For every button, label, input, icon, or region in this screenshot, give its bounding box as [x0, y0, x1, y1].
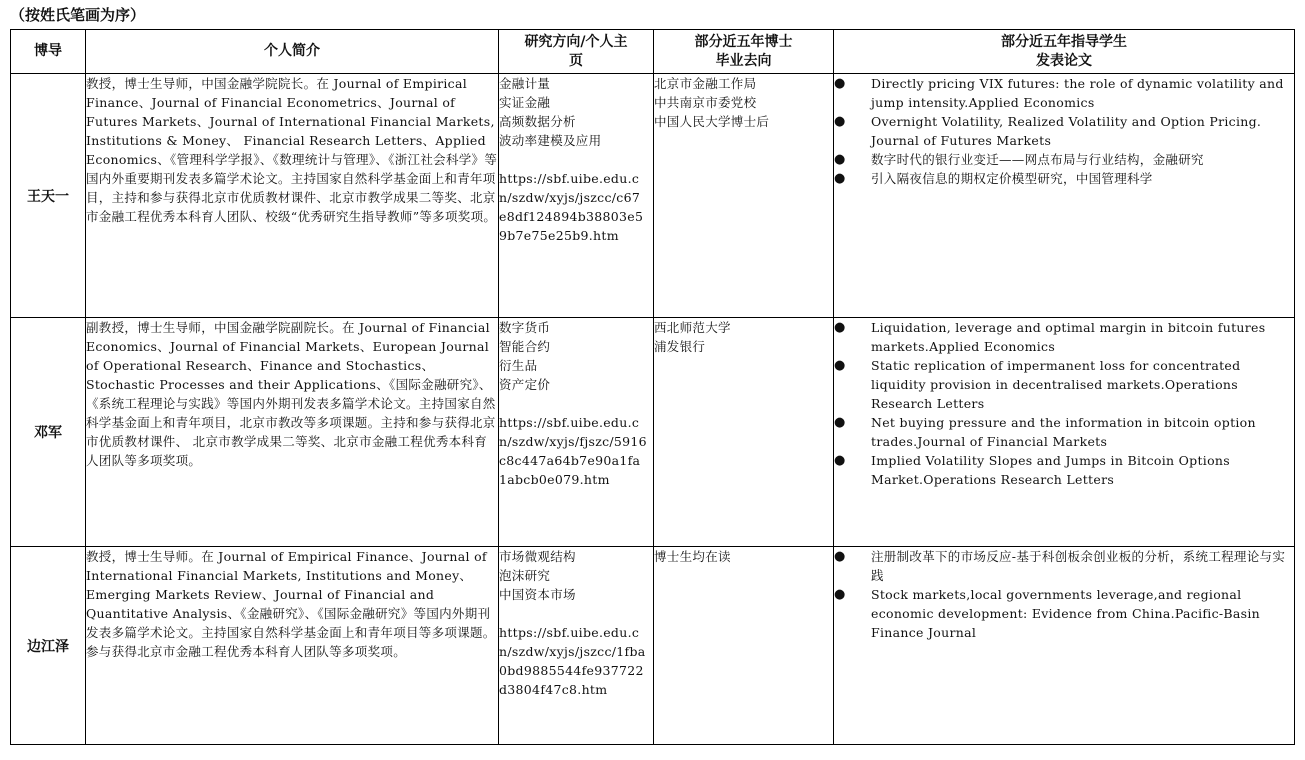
advisor-intro: 副教授，博士生导师，中国金融学院副院长。在 Journal of Financial Economics、Journal of Financial Markets、European Journal of Operational Research、Finance and Stochastics、 Stochastic Processes and their Applications、《国际金融研究》、《系统工程理论与实践》等国内外期刊发表多篇学术论文。主持国家自然科学基金面上和青年项目，北京市教改等多项课题。主持和参与获得北京市优质教材课件、 北京市教学成果二等奖、北京市金融工程优秀本科育人团队等多项奖项。: [86, 318, 499, 547]
bullet-icon: ●: [834, 358, 846, 373]
bullet-icon: ●: [834, 549, 846, 564]
papers-cell: [834, 74, 1295, 318]
bullet-icon: ●: [834, 76, 846, 91]
paper-item: [834, 74, 1294, 112]
direction-item: 高频数据分析: [499, 114, 576, 129]
bullet-icon: ●: [834, 114, 846, 129]
papers-cell: [834, 547, 1295, 745]
paper-text: 引入隔夜信息的期权定价模型研究，中国管理科学: [871, 171, 1153, 186]
destination-item: 西北师范大学: [654, 320, 731, 335]
homepage-link[interactable]: https://sbf.uibe.edu.cn/szdw/xyjs/jszcc/c67e8df124894b38803e59b7e75e25b9.htm: [499, 171, 644, 243]
bullet-icon: ●: [834, 152, 846, 167]
homepage-link[interactable]: https://sbf.uibe.edu.cn/szdw/xyjs/fjszc/5916c8c447a64b7e90a1fa1abcb0e079.htm: [499, 415, 647, 487]
advisor-intro: 教授，博士生导师。在 Journal of Empirical Finance、Journal of International Financial Markets, Institutions and Money、Emerging Markets Review、Journal of Financial and Quantitative Analysis、《金融研究》、《国际金融研究》等国内外期刊发表多篇学术论文。主持国家自然科学基金面上和青年项目等多项课题。参与获得北京市金融工程优秀本科育人团队等多项奖项。: [86, 547, 499, 745]
header-destination-line1: 部分近五年博士: [694, 33, 793, 50]
table-caption: （按姓氏笔画为序）: [10, 6, 146, 24]
table-row: [11, 74, 1295, 318]
paper-item: [834, 451, 1294, 489]
graduate-destination-cell: [654, 318, 834, 547]
destination-item: 中国人民大学博士后: [654, 114, 770, 129]
research-direction-cell: [499, 547, 654, 745]
paper-text: Directly pricing VIX futures: the role of dynamic volatility and jump intensity.Applied Economics: [871, 76, 1284, 110]
bullet-icon: ●: [834, 587, 846, 602]
paper-item: [834, 112, 1294, 150]
header-direction-line1: 研究方向/个人主: [524, 33, 628, 50]
paper-item: [834, 585, 1294, 642]
advisor-table: [10, 29, 1295, 745]
header-row: [11, 30, 1295, 74]
direction-item: 资产定价: [499, 377, 551, 392]
homepage-link[interactable]: https://sbf.uibe.edu.cn/szdw/xyjs/jszcc/1fba0bd9885544fe937722d3804f47c8.htm: [499, 625, 646, 697]
header-papers-line1: 部分近五年指导学生: [1001, 33, 1127, 50]
header-papers-line2: 发表论文: [1036, 52, 1092, 69]
paper-item: [834, 356, 1294, 413]
paper-text: Liquidation, leverage and optimal margin in bitcoin futures markets.Applied Economics: [871, 320, 1266, 354]
advisor-name: 王天一: [11, 74, 86, 318]
direction-item: 实证金融: [499, 95, 551, 110]
advisor-intro: 教授，博士生导师，中国金融学院院长。在 Journal of Empirical Finance、Journal of Financial Econometrics、Journal of Futures Markets、Journal of International Financial Markets, Institutions & Money、 Financial Research Letters、Applied Economics、《管理科学学报》、《数理统计与管理》、《浙江社会科学》等国内外重要期刊发表多篇学术论文。主持国家自然科学基金面上和青年项目，主持和参与获得北京市优质教材课件、北京市教学成果二等奖、北京市金融工程优秀本科育人团队、校级“优秀研究生指导教师”等多项奖项。: [86, 74, 499, 318]
destination-item: 浦发银行: [654, 339, 706, 354]
advisor-name: 边江泽: [11, 547, 86, 745]
advisor-name: 邓军: [11, 318, 86, 547]
header-direction: [499, 30, 654, 74]
header-papers: [834, 30, 1295, 74]
destination-item: 北京市金融工作局: [654, 76, 757, 91]
bullet-icon: ●: [834, 171, 846, 186]
table-row: [11, 547, 1295, 745]
paper-text: Static replication of impermanent loss for concentrated liquidity provision in decentralised markets.Operations Research Letters: [871, 358, 1241, 411]
research-direction-cell: [499, 74, 654, 318]
destination-item: 中共南京市委党校: [654, 95, 757, 110]
graduate-destination-cell: [654, 547, 834, 745]
paper-text: Net buying pressure and the information in bitcoin option trades.Journal of Financial Markets: [871, 415, 1256, 449]
paper-item: [834, 150, 1294, 169]
paper-text: 注册制改革下的市场反应-基于科创板余创业板的分析，系统工程理论与实践: [871, 549, 1286, 583]
bullet-icon: ●: [834, 453, 846, 468]
destination-item: 博士生均在读: [654, 549, 731, 564]
paper-text: 数字时代的银行业变迁——网点布局与行业结构，金融研究: [871, 152, 1204, 167]
direction-item: 衍生品: [499, 358, 538, 373]
direction-item: 智能合约: [499, 339, 551, 354]
bullet-icon: ●: [834, 320, 846, 335]
graduate-destination-cell: [654, 74, 834, 318]
papers-cell: [834, 318, 1295, 547]
direction-item: 中国资本市场: [499, 587, 576, 602]
direction-item: 市场微观结构: [499, 549, 576, 564]
paper-item: [834, 169, 1294, 188]
table-row: [11, 318, 1295, 547]
header-direction-line2: 页: [569, 52, 583, 69]
paper-text: Implied Volatility Slopes and Jumps in Bitcoin Options Market.Operations Research Letters: [871, 453, 1230, 487]
header-destination: [654, 30, 834, 74]
direction-item: 数字货币: [499, 320, 551, 335]
direction-item: 波动率建模及应用: [499, 133, 602, 148]
header-intro: 个人简介: [86, 30, 499, 74]
direction-item: 泡沫研究: [499, 568, 551, 583]
paper-text: Overnight Volatility, Realized Volatility and Option Pricing. Journal of Futures Markets: [871, 114, 1262, 148]
header-destination-line2: 毕业去向: [715, 52, 772, 69]
direction-item: 金融计量: [499, 76, 551, 91]
paper-item: [834, 318, 1294, 356]
paper-text: Stock markets,local governments leverage,and regional economic development: Evidence from China.Pacific-Basin Finance Journal: [871, 587, 1261, 640]
research-direction-cell: [499, 318, 654, 547]
paper-item: [834, 547, 1294, 585]
paper-item: [834, 413, 1294, 451]
header-advisor: 博导: [11, 30, 86, 74]
bullet-icon: ●: [834, 415, 846, 430]
